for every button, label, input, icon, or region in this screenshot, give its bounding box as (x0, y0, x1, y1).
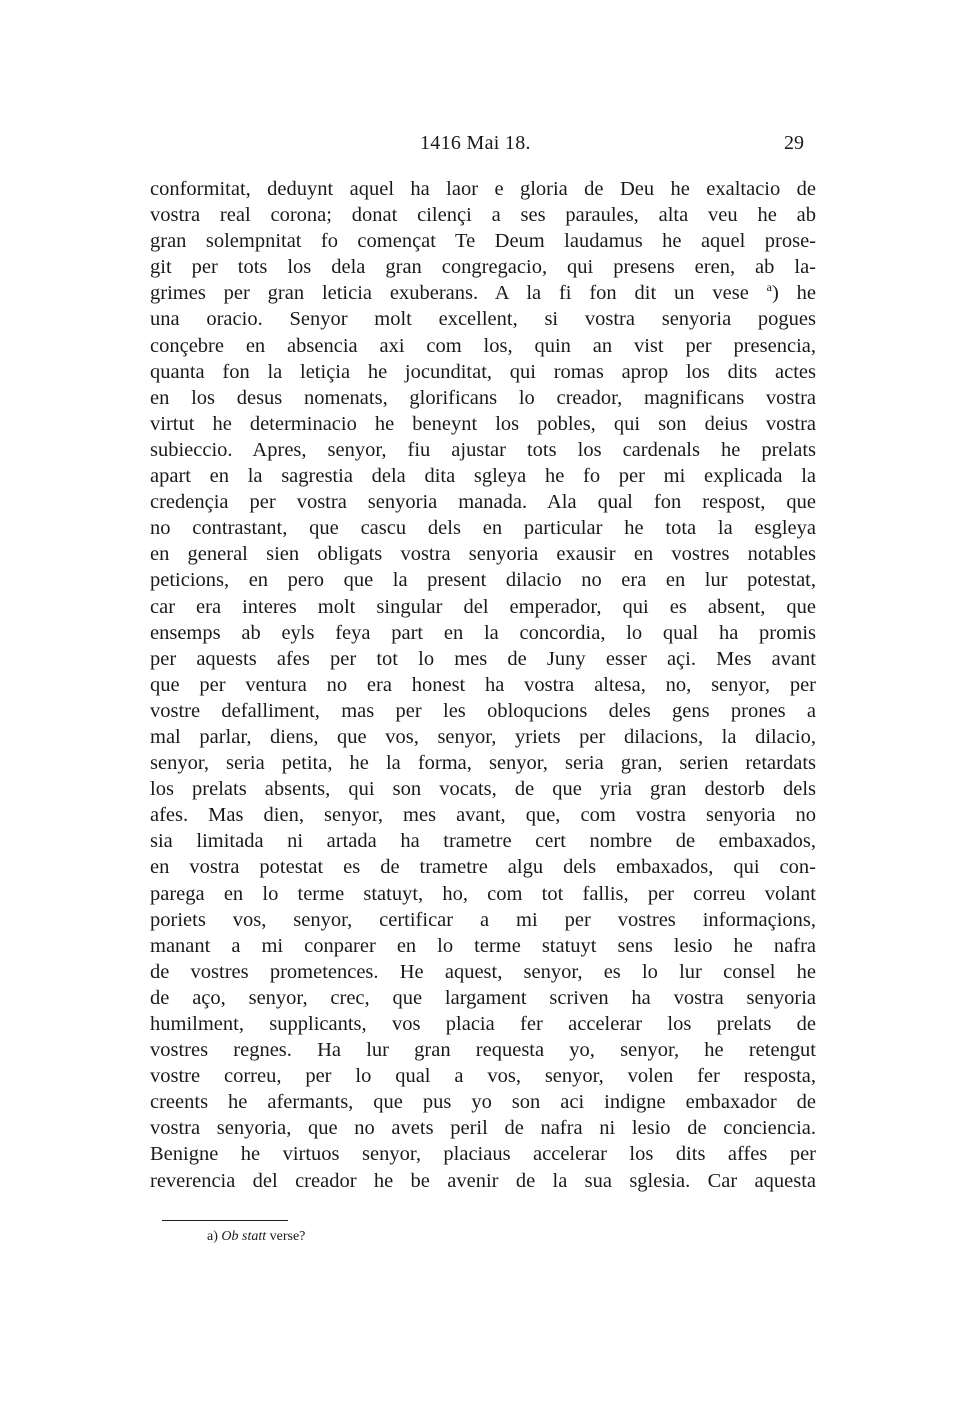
text-line: mal parlar, diens, que vos, senyor, yriets per dilacions, la dilacio, (150, 725, 816, 748)
footnote-divider (162, 1220, 288, 1221)
text-line: vostra real corona; donat cilençi a ses paraules, alta veu he ab (150, 204, 816, 227)
text-line-part: grimes per gran leticia exuberans. A la fi fon dit un vese (150, 282, 749, 305)
text-line: en vostra potestat es de trametre algu dels embaxados, qui con- (150, 856, 816, 879)
text-line: una oracio. Senyor molt excellent, si vostra senyoria pogues (150, 308, 816, 331)
text-line: apart en la sagrestia dela dita sgleya he fo per mi explicada la (150, 465, 816, 488)
text-line: los prelats absents, qui son vocats, de que yria gran destorb dels (150, 778, 816, 801)
text-line: no contrastant, que cascu dels en particular he tota la esgleya (150, 517, 816, 540)
text-line: car era interes molt singular del emperador, qui es absent, que (150, 595, 816, 618)
running-head: 1416 Mai 18. (420, 132, 531, 154)
text-line: en general sien obligats vostra senyoria exausir en vostres notables (150, 543, 816, 566)
text-line: poriets vos, senyor, certificar a mi per vostres informaçions, (150, 908, 816, 931)
text-line: humilment, supplicants, vos placia fer accelerar los prelats de (150, 1013, 816, 1035)
footnote-marker: a (766, 280, 772, 295)
text-line: ensemps ab eyls feya part en la concordia, lo qual ha promis (150, 621, 816, 644)
text-line: peticions, en pero que la present dilacio no era en lur potestat, (150, 569, 816, 592)
text-line: credençia per vostra senyoria manada. Ala qual fon respost, que (150, 491, 816, 514)
text-line: en los desus nomenats, glorificans lo creador, magnificans vostra (150, 386, 816, 409)
footnote-italic-text: Ob statt (221, 1229, 267, 1244)
text-line: subieccio. Apres, senyor, fiu ajustar tots los cardenals he prelats (150, 438, 816, 461)
text-line: gran solempnitat fo començat Te Deum laudamus he aquel prose- (150, 230, 816, 253)
text-line-with-footnote (150, 280, 816, 306)
text-line: conformitat, deduynt aquel ha laor e gloria de Deu he exaltacio de (150, 178, 816, 200)
text-line: manant a mi conparer en lo terme statuyt sens lesio he nafra (150, 934, 816, 957)
text-line: que per ventura no era honest ha vostra altesa, no, senyor, per (150, 673, 816, 696)
footnote-text: verse? (269, 1229, 306, 1244)
text-line: git per tots los dela gran congregacio, qui presens eren, ab la- (150, 256, 816, 279)
text-line: vostre correu, per lo qual a vos, senyor, volen fer resposta, (150, 1065, 816, 1088)
text-line: afes. Mas dien, senyor, mes avant, que, com vostra senyoria no (150, 804, 816, 827)
footnote (207, 1228, 305, 1246)
text-line: creents he afermants, que pus yo son aci indigne embaxador de (150, 1091, 816, 1114)
text-line: virtut he determinacio he beneynt los pobles, qui son deius vostra (150, 412, 816, 435)
text-line: senyor, seria petita, he la forma, senyor, seria gran, serien retardats (150, 752, 816, 775)
text-line: quanta fon la letiçia he jocunditat, qui romas aprop los dits actes (150, 360, 816, 383)
text-line: sia limitada ni artada ha trametre cert nombre de embaxados, (150, 830, 816, 853)
text-line: vostra senyoria, que no avets peril de nafra ni lesio de conciencia. (150, 1117, 816, 1140)
text-line: per aquests afes per tot lo mes de Juny esser açi. Mes avant (150, 647, 816, 670)
text-line: de vostres prometences. He aquest, senyor, es lo lur consel he (150, 960, 816, 983)
body-text (150, 176, 816, 1194)
text-line: reverencia del creador he be avenir de la sua sglesia. Car aquesta (150, 1169, 816, 1192)
text-line: vostres regnes. Ha lur gran requesta yo, senyor, he retengut (150, 1039, 816, 1062)
page-header (0, 132, 960, 162)
page-number: 29 (784, 132, 804, 154)
text-line: vostre defalliment, mas per les obloqucions deles gens prones a (150, 699, 816, 722)
text-line: Benigne he virtuos senyor, placiaus accelerar los dits affes per (150, 1143, 816, 1166)
text-line: conçebre en absencia axi com los, quin an vist per presencia, (150, 334, 816, 357)
footnote-label: a) (207, 1229, 218, 1244)
text-line-tail: ) he (771, 282, 816, 305)
text-line: de aço, senyor, crec, que largament scriven ha vostra senyoria (150, 986, 816, 1009)
text-line: parega en lo terme statuyt, ho, com tot fallis, per correu volant (150, 882, 816, 905)
